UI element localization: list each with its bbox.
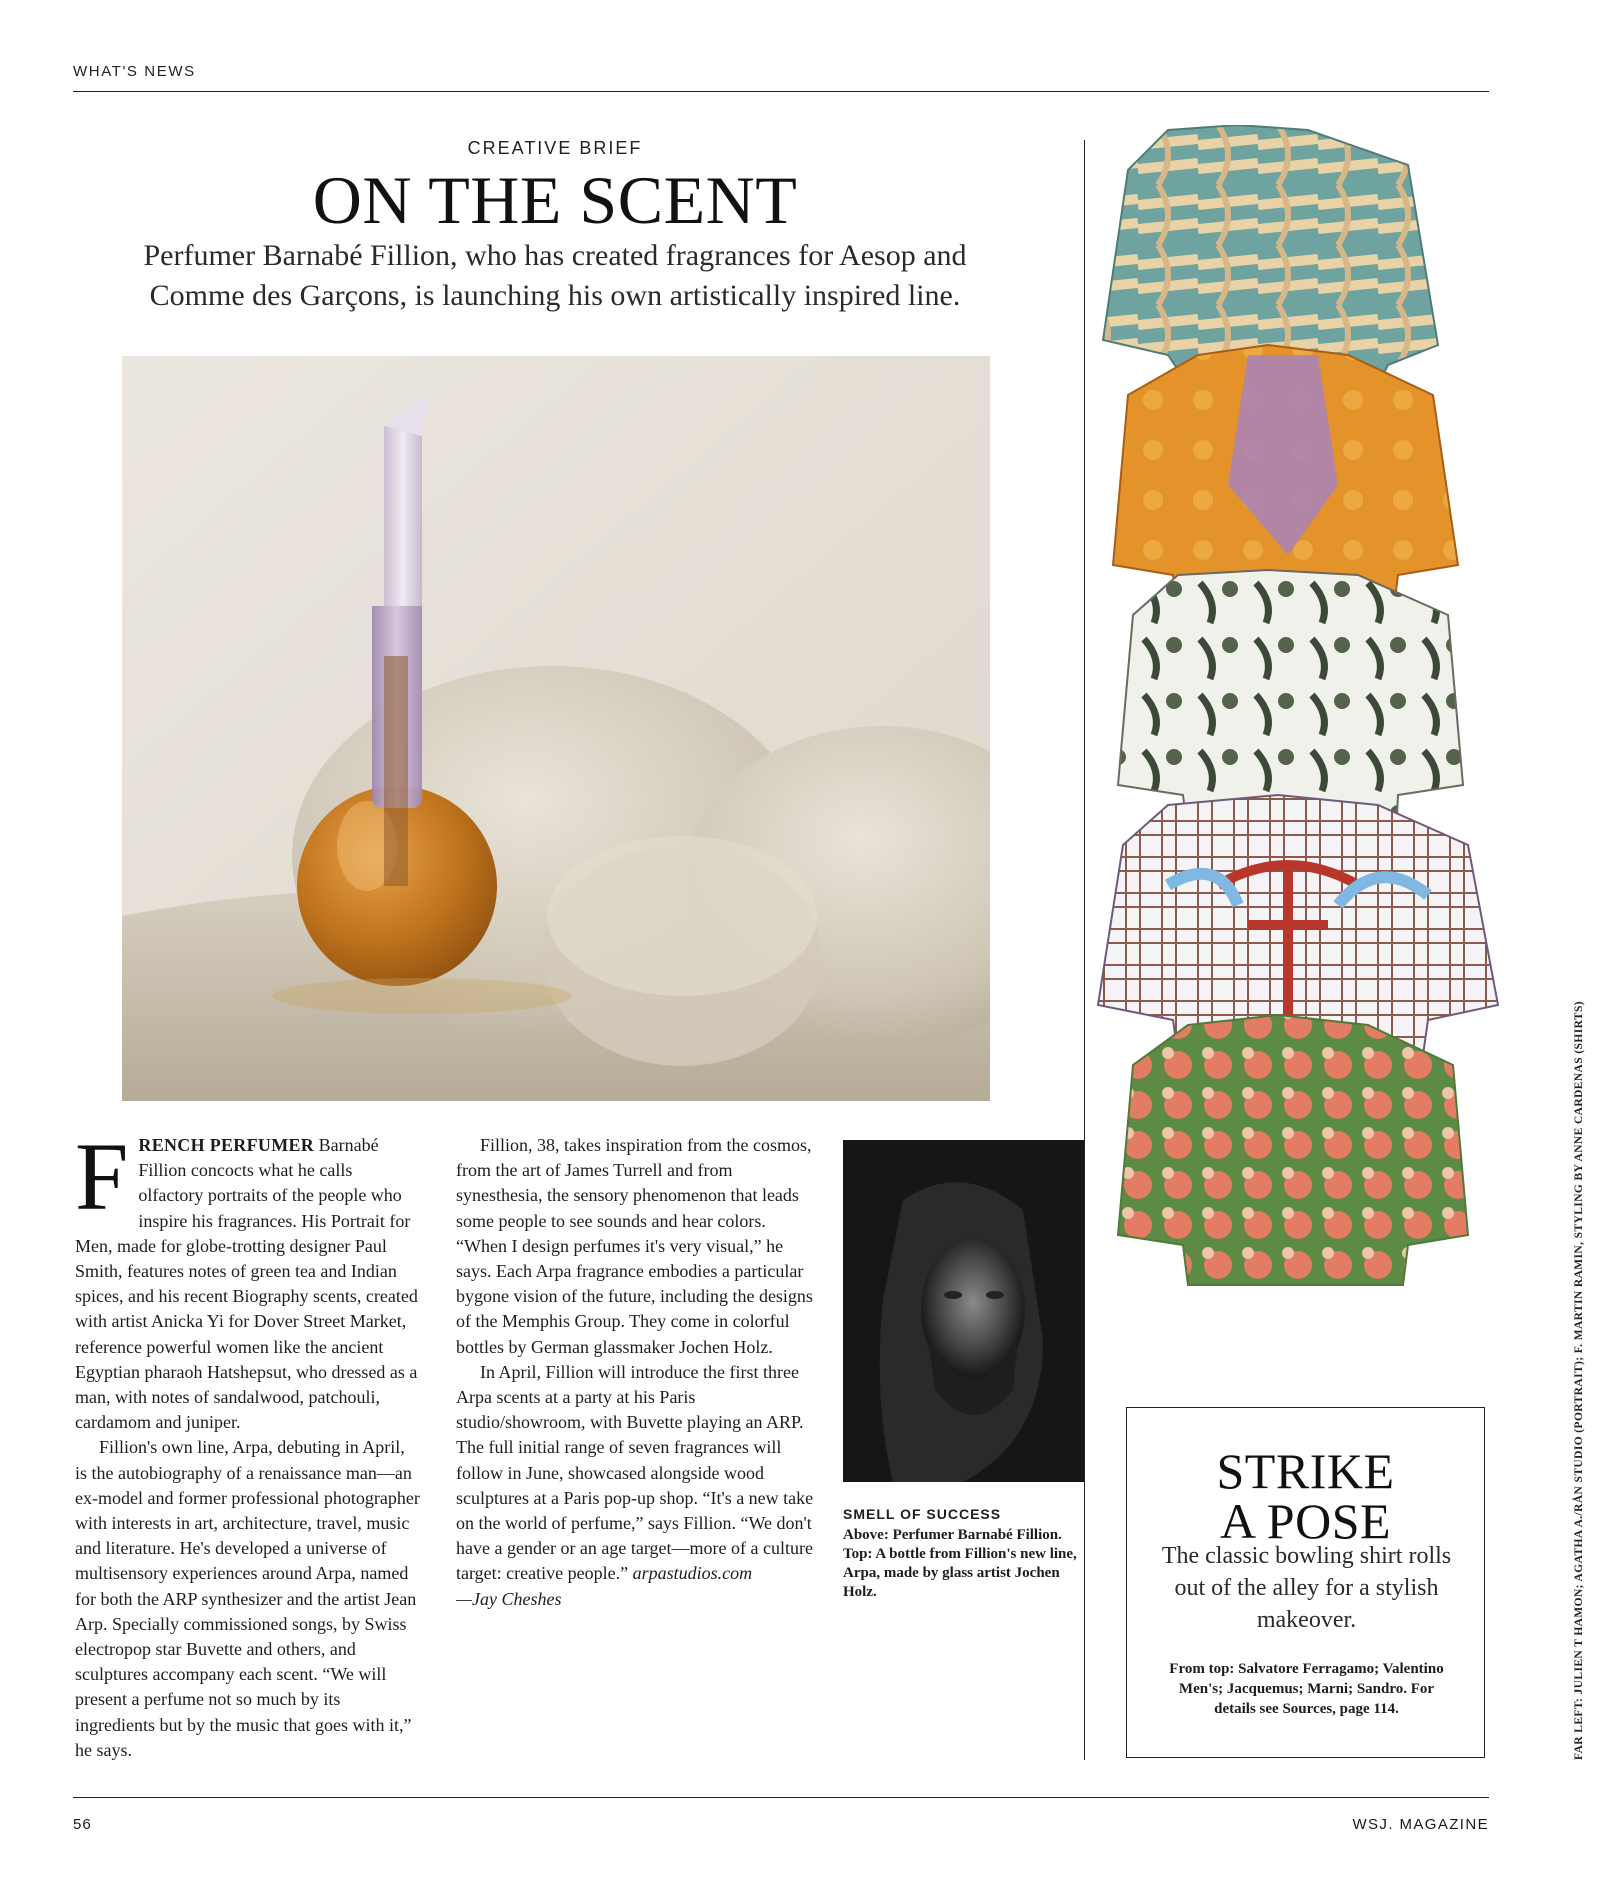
photo-credit: FAR LEFT: JULIEN T HAMON; AGATHA A./RÅN STUDIO (PORTRAIT); F. MARTIN RAMIN, STYLING BY ANNE CARDENAS (SHIRTS) xyxy=(1573,1001,1585,1760)
article-dek: Perfumer Barnabé Fillion, who has created fragrances for Aesop and Comme des Garçons, is launching his own artistically inspired line. xyxy=(143,239,967,312)
article-kicker: CREATIVE BRIEF xyxy=(467,138,643,158)
section-label: WHAT'S NEWS xyxy=(73,63,196,80)
top-rule xyxy=(73,91,1489,92)
lead-in: RENCH PERFUMER xyxy=(138,1135,315,1155)
bowling-shirts-photo xyxy=(1078,125,1508,1405)
caption-text: Above: Perfumer Barnabé Fillion. Top: A bottle from Fillion's new line, Arpa, made by glass artist Jochen Holz. xyxy=(843,1527,1077,1600)
perfume-bottle-photo xyxy=(122,356,990,1101)
bottom-rule xyxy=(73,1797,1489,1798)
sidebar-title-line-2: A POSE xyxy=(1219,1493,1392,1549)
article-url[interactable]: arpastudios.com xyxy=(632,1563,753,1584)
sidebar-title-line-1: STRIKE xyxy=(1216,1443,1395,1499)
article-headline: ON THE SCENT xyxy=(312,162,798,238)
photo-caption xyxy=(843,1505,1083,1602)
sidebar-dek: The classic bowling shirt rolls out of the alley for a stylish makeover. xyxy=(1161,1543,1452,1633)
article-body-column-1 xyxy=(75,1123,421,1763)
sidebar-credits: From top: Salvatore Ferragamo; Valentino Men's; Jacquemus; Marni; Sandro. For details see Sources, page 114. xyxy=(1169,1661,1444,1717)
perfumer-portrait-photo xyxy=(843,1140,1084,1482)
byline: —Jay Cheshes xyxy=(456,1588,562,1609)
paragraph-1: Barnabé Fillion concocts what he calls olfactory portraits of the people who inspire his fragrances. His Portrait for Men, made for globe-trotting designer Paul Smith, features notes of green tea and Indian spices, and his recent Biography scents, created with artist Anicka Yi for Dover Street Market, reference powerful women like the ancient Egyptian pharaoh Hatshepsut, who dressed as a man, with notes of sandalwood, patchouli, cardamom and juniper. xyxy=(75,1135,418,1433)
caption-title: SMELL OF SUCCESS xyxy=(843,1506,1002,1522)
paragraph-2: Fillion's own line, Arpa, debuting in April, is the autobiography of a renaissance man—an ex-model and former professional photographer with interests in art, architecture, travel, music and literature. He's developed a universe of multisensory experiences around Arpa, named for both the ARP synthesizer and the artist Jean Arp. Specially commissioned songs, by Swiss electropop star Buvette and others, and sculptures accompany each scent. “We will present a perfume not so much by its ingredients but by the music that goes with it,” he says. xyxy=(75,1437,420,1760)
strike-a-pose-box xyxy=(1126,1407,1485,1758)
page-number: 56 xyxy=(73,1816,92,1833)
paragraph-3: Fillion, 38, takes inspiration from the cosmos, from the art of James Turrell and from synesthesia, the sensory phenomenon that leads some people to see sounds and hear colors. “When I design perfumes it's very visual,” he says. Each Arpa fragrance embodies a particular bygone vision of the future, including the designs of the Memphis Group. They come in colorful bottles by German glassmaker Jochen Holz. xyxy=(456,1135,813,1357)
sidebar-title xyxy=(1127,1443,1484,1549)
article-body-column-2 xyxy=(456,1133,816,1612)
publication-name: WSJ. MAGAZINE xyxy=(1352,1816,1489,1833)
paragraph-4: In April, Fillion will introduce the first three Arpa scents at a party at his Paris studio/showroom, with Buvette playing an ARP. The full initial range of seven fragrances will follow in June, showcased alongside wood sculptures at a Paris pop-up shop. “It's a new take on the world of perfume,” says Fillion. “We don't have a gender or an age target—more of a culture target: creative people.” xyxy=(456,1361,814,1584)
drop-cap: F xyxy=(75,1123,129,1230)
